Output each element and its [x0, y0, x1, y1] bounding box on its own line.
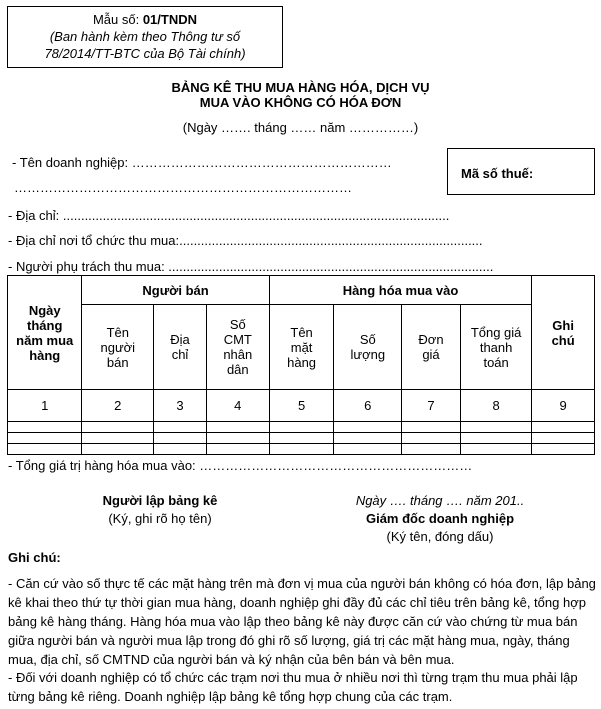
- col-number: 9: [532, 390, 595, 422]
- director-title: Giám đốc doanh nghiệp: [365, 511, 515, 526]
- table-row[interactable]: [8, 433, 595, 444]
- header-seller-address: Địa chỉ: [154, 305, 207, 390]
- note-1: - Căn cứ vào số thực tế các mặt hàng trên mà đơn vị mua của người bán không có hóa đơn, lập bảng kê khai theo thứ tự thời gian mua hàng, doanh nghiệp ghi đầy đủ các chỉ tiêu trên bảng kê, tổng hợp bảng kê hàng tháng. Hàng hóa mua vào lập theo bảng kê này được căn cứ vào chứng từ mua bán giữa người bán và người mua lập trong đó ghi rõ số lượng, giá trị các mặt hàng mua, ngày, tháng mua, địa chỉ, số CMTND của người bán và ký nhận của bên bán và bên mua.: [8, 576, 596, 667]
- col-number: 1: [8, 390, 82, 422]
- header-seller-group: Người bán: [82, 276, 269, 305]
- col-number: 6: [334, 390, 402, 422]
- company-name-field[interactable]: - Tên doanh nghiệp: ……………………………………………………: [12, 155, 392, 170]
- person-in-charge-field[interactable]: - Người phụ trách thu mua: ..........................................................................................: [8, 259, 494, 274]
- preparer-title: Người lập bảng kê: [102, 493, 218, 508]
- director-instruction: (Ký tên, đóng dấu): [386, 529, 494, 544]
- tax-code-box[interactable]: Mã số thuế:: [447, 148, 595, 195]
- purchase-table: [7, 275, 595, 455]
- header-total: Tổng giá thanh toán: [460, 305, 531, 390]
- header-goods-group: Hàng hóa mua vào: [269, 276, 532, 305]
- header-unit-price: Đơn giá: [402, 305, 461, 390]
- total-value-field[interactable]: - Tổng giá trị hàng hóa mua vào: ………………………………………………………: [8, 458, 473, 473]
- issued-line-1: (Ban hành kèm theo Thông tư số: [49, 29, 241, 44]
- form-code-box: [7, 6, 283, 68]
- col-number: 7: [402, 390, 461, 422]
- table-row[interactable]: [8, 422, 595, 433]
- form-code: Mẫu số: 01/TNDN: [92, 12, 198, 27]
- preparer-signature: [60, 492, 260, 528]
- header-item-name: Tên mặt hàng: [269, 305, 334, 390]
- date-line: (Ngày ……. tháng …… năm ……………): [182, 120, 419, 135]
- note-2: - Đối với doanh nghiệp có tổ chức các trạm nơi thu mua ở nhiều nơi thì từng trạm thu mua phải lập từng bảng kê riêng. Doanh nghiệp lập bảng kê tổng hợp chung của các trạm.: [8, 670, 578, 704]
- header-quantity: Số lượng: [334, 305, 402, 390]
- header-date: Ngày tháng năm mua hàng: [8, 276, 82, 390]
- col-number: 4: [206, 390, 269, 422]
- director-signature: [330, 492, 550, 546]
- notes-title: Ghi chú:: [8, 550, 61, 565]
- preparer-instruction: (Ký, ghi rõ họ tên): [108, 511, 212, 526]
- header-note: Ghi chú: [532, 276, 595, 390]
- company-name-continued[interactable]: ……………………………………………………………………: [14, 180, 352, 195]
- issued-line-2: 78/2014/TT-BTC của Bộ Tài chính): [44, 46, 246, 61]
- document-title-line-2: MUA VÀO KHÔNG CÓ HÓA ĐƠN: [199, 95, 402, 110]
- header-seller-id: Số CMT nhân dân: [206, 305, 269, 390]
- col-number: 5: [269, 390, 334, 422]
- col-number: 3: [154, 390, 207, 422]
- header-seller-name: Tên người bán: [82, 305, 154, 390]
- signature-date: Ngày …. tháng …. năm 201..: [355, 493, 525, 508]
- address-field[interactable]: - Địa chỉ: ...........................................................................................................: [8, 208, 450, 223]
- table-row[interactable]: [8, 444, 595, 455]
- col-number: 2: [82, 390, 154, 422]
- col-number: 8: [460, 390, 531, 422]
- document-title-line-1: BẢNG KÊ THU MUA HÀNG HÓA, DỊCH VỤ: [171, 80, 430, 95]
- purchase-address-field[interactable]: - Địa chỉ nơi tổ chức thu mua:....................................................................................: [8, 233, 483, 248]
